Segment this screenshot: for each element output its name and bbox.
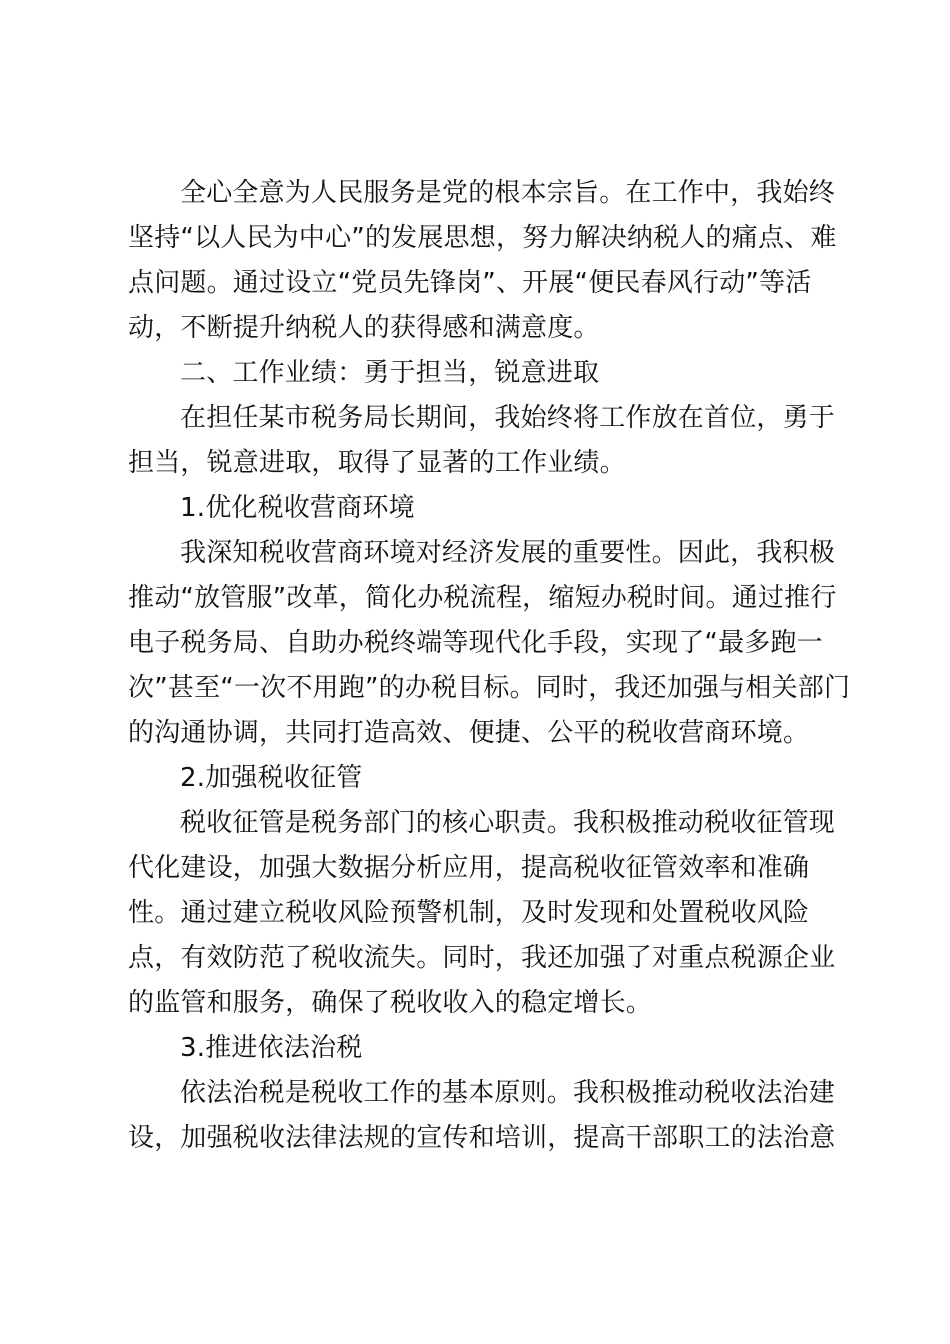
paragraph-line: 全心全意为人民服务是党的根本宗旨。在工作中，我始终 [180,178,836,208]
subsection-heading: 3.推进依法治税 [180,1033,363,1063]
paragraph-line: 依法治税是税收工作的基本原则。我积极推动税收法治建 [180,1078,836,1108]
subsection-heading: 2.加强税收征管 [180,763,363,793]
paragraph-line: 点问题。通过设立“党员先锋岗”、开展“便民春风行动”等活 [128,268,812,298]
section-heading: 二、工作业绩：勇于担当，锐意进取 [180,358,600,388]
paragraph-line: 推动“放管服”改革，简化办税流程，缩短办税时间。通过推行 [128,583,837,613]
paragraph-line: 的监管和服务，确保了税收收入的稳定增长。 [128,988,653,1018]
subsection-heading: 1.优化税收营商环境 [180,493,415,523]
paragraph-line: 在担任某市税务局长期间，我始终将工作放在首位，勇于 [180,403,836,433]
paragraph-line: 坚持“以人民为中心”的发展思想，努力解决纳税人的痛点、难 [128,223,837,253]
paragraph-line: 代化建设，加强大数据分析应用，提高税收征管效率和准确 [128,853,810,883]
paragraph-line: 性。通过建立税收风险预警机制，及时发现和处置税收风险 [128,898,810,928]
paragraph-line: 动，不断提升纳税人的获得感和满意度。 [128,313,600,343]
paragraph-line: 电子税务局、自助办税终端等现代化手段，实现了“最多跑一 [128,628,823,658]
paragraph-line: 担当，锐意进取，取得了显著的工作业绩。 [128,448,626,478]
paragraph-line: 点，有效防范了税收流失。同时，我还加强了对重点税源企业 [128,943,836,973]
paragraph-line: 设，加强税收法律法规的宣传和培训，提高干部职工的法治意 [128,1123,836,1153]
paragraph-line: 我深知税收营商环境对经济发展的重要性。因此，我积极 [180,538,836,568]
paragraph-line: 的沟通协调，共同打造高效、便捷、公平的税收营商环境。 [128,718,810,748]
paragraph-line: 税收征管是税务部门的核心职责。我积极推动税收征管现 [180,808,836,838]
paragraph-line: 次”甚至“一次不用跑”的办税目标。同时，我还加强与相关部门 [128,673,851,703]
